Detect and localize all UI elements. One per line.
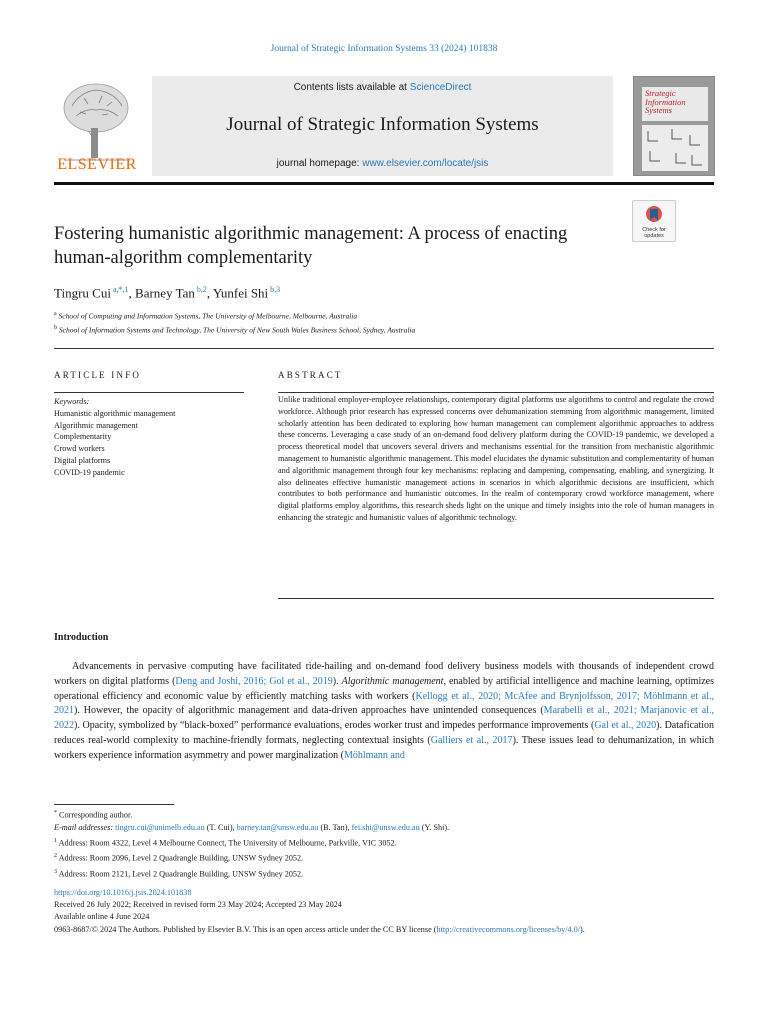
keyword: COVID-19 pandemic (54, 467, 125, 477)
keywords-list (54, 396, 175, 479)
affiliation-a (54, 311, 357, 321)
license-statement (54, 924, 714, 936)
abstract-text: Unlike traditional employer-employee relationships, contemporary digital platforms use algorithms to control and regulate the crowd workforce. Although prior research has expressed concerns over dehumanization stemming from algorithmic management, limited scholarly attention has been dedicated to exploring how human management can complement algorithmic approaches to address these concerns. Leveraging a case study of an on-demand food delivery platform during the COVID-19 pandemic, we developed a process theoretical model that uncovers several drivers and mechanisms essential for the transition from mechanistic algorithmic management to humanistic algorithmic management. This model elucidates the dynamic substitution and complementarity of human and algorithmic management through four key mechanisms: replacing and dampening, compensating, enabling, and synergizing. It also delineates effective humanistic management actions in scenarios in which algorithmic decisions are insufficient, which contributes to both performance and humanistic outcomes. In the realm of contemporary crowd workforce management, where digital platforms employ algorithms, this research sheds light on the unique and timely insights into the role of human managers in enhancing the strategic and humanistic values of algorithmic technology. (278, 395, 714, 522)
sciencedirect-link[interactable]: ScienceDirect (409, 82, 472, 93)
article-title: Fostering humanistic algorithmic management: A process of enacting human-algorithm complementarity (54, 224, 568, 268)
footnote-mark: * (54, 810, 57, 816)
check-for-updates-badge[interactable] (632, 200, 676, 242)
email-label: E-mail addresses: (54, 823, 116, 833)
divider (54, 392, 244, 393)
keyword: Humanistic algorithmic management (54, 408, 176, 418)
author-affiliation-marks[interactable]: b,3 (268, 285, 281, 294)
introduction-body (54, 660, 714, 764)
journal-header (152, 76, 613, 176)
footnotes (54, 807, 714, 881)
citation-link[interactable]: Möhlmann and (344, 749, 405, 761)
keyword: Crowd workers (54, 444, 105, 454)
author-name[interactable]: Barney Tan (135, 285, 195, 301)
introduction-heading: Introduction (54, 632, 109, 643)
footnote-mark: 1 (54, 837, 57, 844)
cover-graphic-icon (642, 125, 708, 171)
footnote-text: Address: Room 2121, Level 2 Quadrangle Building, UNSW Sydney 2052. (58, 869, 304, 879)
header-rule (54, 182, 714, 185)
affiliation-text: School of Computing and Information Systems, The University of Melbourne, Melbourne, Australia (58, 311, 358, 321)
divider (278, 598, 714, 599)
homepage-prefix: journal homepage: (276, 158, 363, 169)
journal-title[interactable]: Journal of Strategic Information Systems (226, 114, 539, 135)
author-list: Tingru Cui $^{a,*,1}$, Barney Tan $^{b,2}$, Yunfei Shi $^{b,3}$ (54, 285, 281, 301)
article-info-heading: ARTICLE INFO (54, 370, 142, 380)
citation-link[interactable]: Marabelli et al., 2021; Marjanovic et al., 2022 (54, 705, 714, 732)
citation-link[interactable]: Kellogg et al., 2020; McAfee and Brynjolfsson, 2017; Möhlmann et al., 2021 (54, 690, 714, 717)
license-link[interactable]: http://creativecommons.org/licenses/by/4.0/ (436, 924, 581, 934)
divider (54, 348, 714, 349)
author-name[interactable]: Tingru Cui (54, 285, 111, 301)
divider (278, 392, 714, 393)
footnote-rule (54, 804, 174, 805)
journal-homepage (152, 158, 613, 169)
check-for-updates-label: Check for updates (642, 227, 666, 239)
cover-title: Strategic Information Systems (645, 88, 686, 115)
abstract-heading: ABSTRACT (278, 370, 343, 380)
available-online: Available online 4 June 2024 (54, 912, 150, 922)
paragraph: Advancements in pervasive computing have facilitated ride-hailing and on-demand food delivery business models with thousands of independent crowd workers on digital platforms (Deng and Joshi, 2016; Gol et al., 2019). Algorithmic management, enabled by artificial intelligence and machine learning, optimizes operational efficiency and economic value by efficiently matching tasks with workers (Kellogg et al., 2020; McAfee and Brynjolfsson, 2017; Möhlmann et al., 2021). However, the opacity of algorithmic management and data-driven approaches have unintended consequences (Marabelli et al., 2021; Marjanovic et al., 2022). Opacity, symbolized by “black-boxed” performance evaluations, erodes worker trust and impedes performance improvements (Gal et al., 2020). Datafication reduces real-world complexity to machine-friendly formats, neglecting contextual insights (Galliers et al., 2017). These issues lead to dehumanization, in which workers experience information asymmetry and power marginalization (Möhlmann and (54, 661, 715, 761)
footnote-mark: 3 (54, 868, 57, 875)
doi-link[interactable]: https://doi.org/10.1016/j.jsis.2024.101838 (54, 888, 192, 897)
journal-reference[interactable]: Journal of Strategic Information Systems 33 (2024) 101838 (270, 44, 498, 54)
keywords-label: Keywords: (54, 397, 90, 406)
email-link[interactable]: barney.tan@unsw.edu.au (236, 823, 319, 833)
keyword: Complementarity (54, 432, 112, 442)
keyword: Digital platforms (54, 455, 111, 465)
footnote-text: Address: Room 2096, Level 2 Quadrangle Building, UNSW Sydney 2052. (58, 853, 304, 863)
elsevier-logo[interactable] (54, 78, 140, 178)
address-note (54, 835, 714, 850)
citation-link[interactable]: Deng and Joshi, 2016; Gol et al., 2019 (175, 675, 333, 687)
affiliation-text: School of Information Systems and Technology, The University of New South Wales Business School, Sydney, Australia (58, 325, 416, 335)
address-note (54, 866, 714, 881)
citation-link[interactable]: Galliers et al., 2017 (430, 734, 513, 746)
affiliation-mark: a (54, 311, 57, 317)
article-metadata (54, 887, 714, 936)
author-affiliation-marks[interactable]: a,*,1 (110, 285, 129, 294)
homepage-link[interactable]: www.elsevier.com/locate/jsis (362, 158, 489, 169)
journal-cover-thumbnail[interactable] (633, 76, 715, 176)
author-affiliation-marks[interactable]: b,2 (194, 285, 207, 294)
cover-title-panel (642, 87, 708, 121)
contents-prefix: Contents lists available at (293, 82, 410, 93)
affiliation-b (54, 325, 415, 335)
email-addresses: E-mail addresses: tingru.cui@unimelb.edu.au (T. Cui), barney.tan@unsw.edu.au (B. Tan), fei.shi@unsw.edu.au (Y. Shi). (54, 823, 450, 833)
footnote-mark: 2 (54, 853, 57, 860)
publisher-wordmark: ELSEVIER (57, 156, 137, 173)
license-text: 0963-8687/© 2024 The Authors. Published by Elsevier B.V. This is an open access article under the CC BY license ( (54, 924, 437, 934)
author-name[interactable]: Yunfei Shi (212, 285, 269, 301)
footnote-text: Corresponding author. (59, 810, 133, 820)
emphasis-term: Algorithmic management (341, 675, 444, 687)
keyword: Algorithmic management (54, 420, 138, 430)
footnote-text: Address: Room 4322, Level 4 Melbourne Connect, The University of Melbourne, Parkville, VIC 3052. (58, 838, 397, 848)
license-suffix: ). (580, 924, 585, 934)
email-link[interactable]: tingru.cui@unimelb.edu.au (115, 823, 205, 833)
affiliation-mark: b (54, 325, 57, 331)
corresponding-author-note (54, 807, 714, 822)
contents-availability (152, 82, 613, 93)
email-link[interactable]: fei.shi@unsw.edu.au (351, 823, 420, 833)
received-dates: Received 26 July 2022; Received in revised form 23 May 2024; Accepted 23 May 2024 (54, 900, 342, 910)
address-note (54, 850, 714, 865)
citation-link[interactable]: Gal et al., 2020 (594, 720, 657, 732)
bookmark-icon (645, 205, 663, 225)
